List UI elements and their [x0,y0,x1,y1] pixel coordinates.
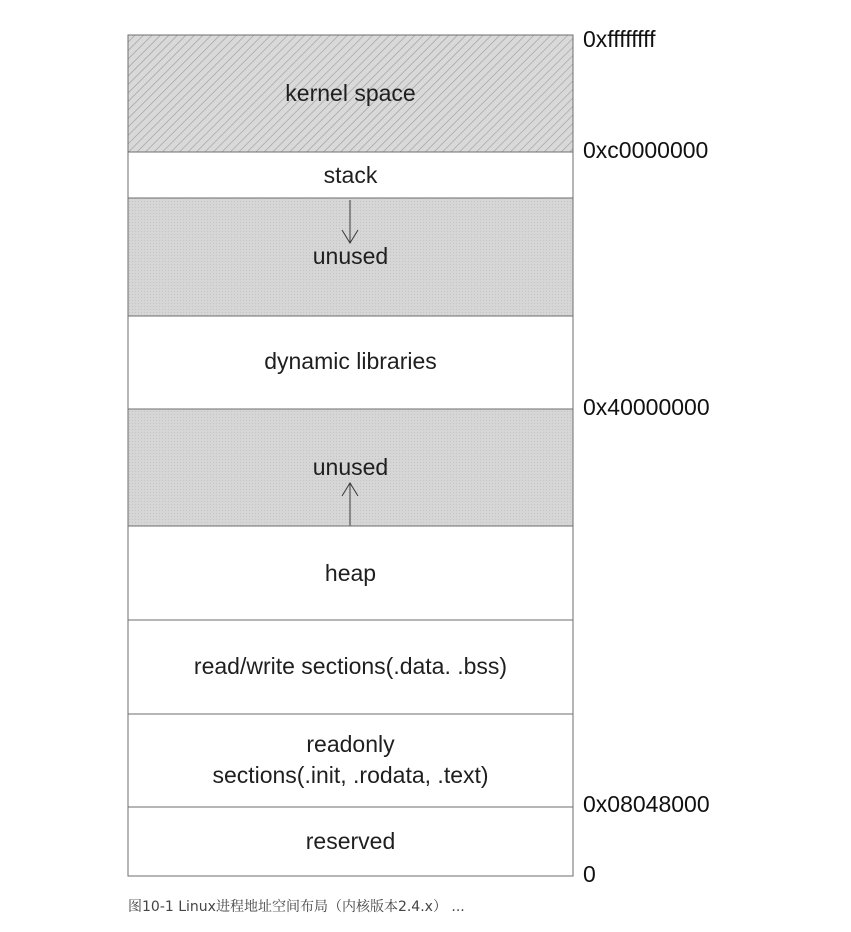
label-read-write-sections: read/write sections(.data. .bss) [193,653,508,679]
address-lib-base: 0x40000000 [583,394,710,420]
segment-unused-middle [128,409,573,526]
figure-caption: 图10-1 Linux进程地址空间布局（内核版本2.4.x） ... [128,899,465,915]
label-unused-middle: unused [312,454,389,480]
address-top: 0xffffffff [583,26,656,52]
label-heap: heap [324,560,377,586]
segment-readonly-sections [128,714,573,807]
segment-dynamic-libraries [128,316,573,409]
address-kernel-base: 0xc0000000 [583,137,709,163]
label-reserved: reserved [305,828,396,854]
address-text-base: 0x08048000 [583,791,710,817]
segment-kernel-space [128,35,573,152]
label-unused-top: unused [312,243,389,269]
label-dynamic-libraries: dynamic libraries [264,348,437,374]
segment-heap [128,526,573,620]
label-readonly: readonly [306,731,395,757]
label-kernel-space: kernel space [285,80,416,106]
segment-read-write-sections [128,620,573,714]
segment-reserved [128,807,573,876]
address-zero: 0 [583,861,596,887]
label-readonly-sections: sections(.init, .rodata, .text) [212,762,489,788]
segment-unused-top [128,198,573,316]
label-stack: stack [323,162,378,188]
segment-stack [128,152,573,198]
